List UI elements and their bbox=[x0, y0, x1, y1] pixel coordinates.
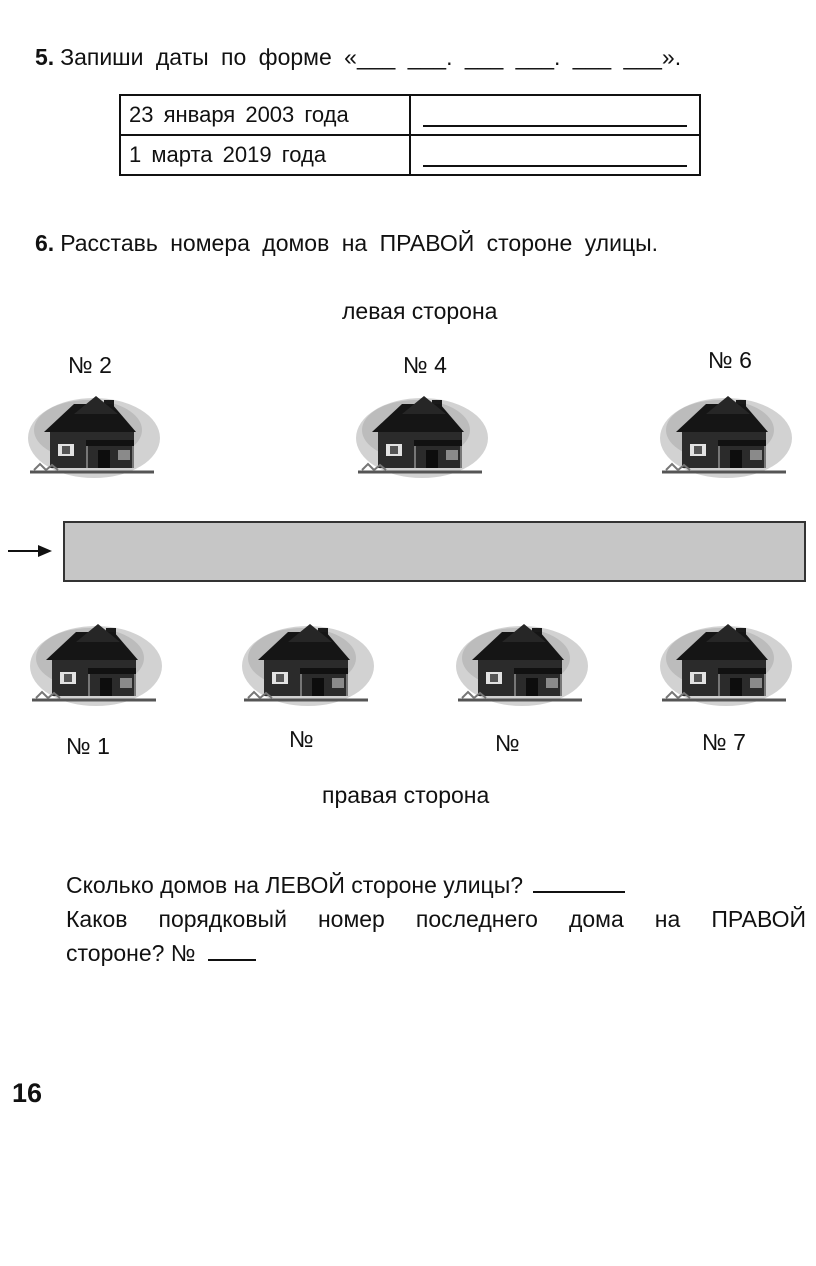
task5-instruction: Запиши даты по форме «___ ___. ___ ___. ___ ___». bbox=[60, 44, 682, 70]
task5-number: 5. bbox=[35, 44, 55, 70]
question-2-text: стороне? № bbox=[66, 940, 196, 966]
answer-blank[interactable] bbox=[533, 873, 625, 893]
answer-blank[interactable] bbox=[208, 941, 256, 961]
answer-cell[interactable] bbox=[410, 135, 700, 175]
left-house-label-1: № 2 bbox=[68, 352, 112, 378]
right-house-label-1: № 1 bbox=[66, 733, 110, 759]
house-icon bbox=[238, 620, 374, 714]
question-2-line-2 bbox=[66, 940, 256, 967]
page-number: 16 bbox=[12, 1078, 43, 1108]
task5-heading bbox=[35, 44, 681, 71]
answer-blank[interactable] bbox=[423, 103, 687, 127]
answer-blank[interactable] bbox=[423, 143, 687, 167]
date-cell: 1 марта 2019 года bbox=[120, 135, 410, 175]
task6-instruction: Расставь номера домов на ПРАВОЙ стороне улицы. bbox=[60, 230, 659, 256]
question-1-text: Сколько домов на ЛЕВОЙ стороне улицы? bbox=[66, 872, 524, 898]
task6-number: 6. bbox=[35, 230, 55, 256]
house-icon bbox=[656, 620, 792, 714]
house-icon bbox=[656, 392, 792, 486]
right-house-label-3[interactable]: № bbox=[495, 730, 520, 756]
left-side-label: левая сторона bbox=[342, 298, 498, 324]
table-row bbox=[120, 135, 700, 175]
right-house-label-2[interactable]: № bbox=[289, 726, 314, 752]
answer-cell[interactable] bbox=[410, 95, 700, 135]
dates-table bbox=[119, 94, 701, 176]
date-cell: 23 января 2003 года bbox=[120, 95, 410, 135]
table-row bbox=[120, 95, 700, 135]
question-1 bbox=[66, 872, 625, 899]
task6-heading bbox=[35, 230, 658, 257]
street bbox=[63, 521, 806, 582]
direction-arrow-icon bbox=[8, 543, 52, 559]
left-house-label-3: № 6 bbox=[708, 347, 752, 373]
left-house-label-2: № 4 bbox=[403, 352, 447, 378]
right-side-label: правая сторона bbox=[322, 782, 490, 808]
right-house-label-4: № 7 bbox=[702, 729, 746, 755]
question-2-line-1: Каков порядковый номер последнего дома на ПРАВОЙ bbox=[66, 906, 806, 932]
house-icon bbox=[26, 620, 162, 714]
house-icon bbox=[352, 392, 488, 486]
house-icon bbox=[452, 620, 588, 714]
house-icon bbox=[24, 392, 160, 486]
